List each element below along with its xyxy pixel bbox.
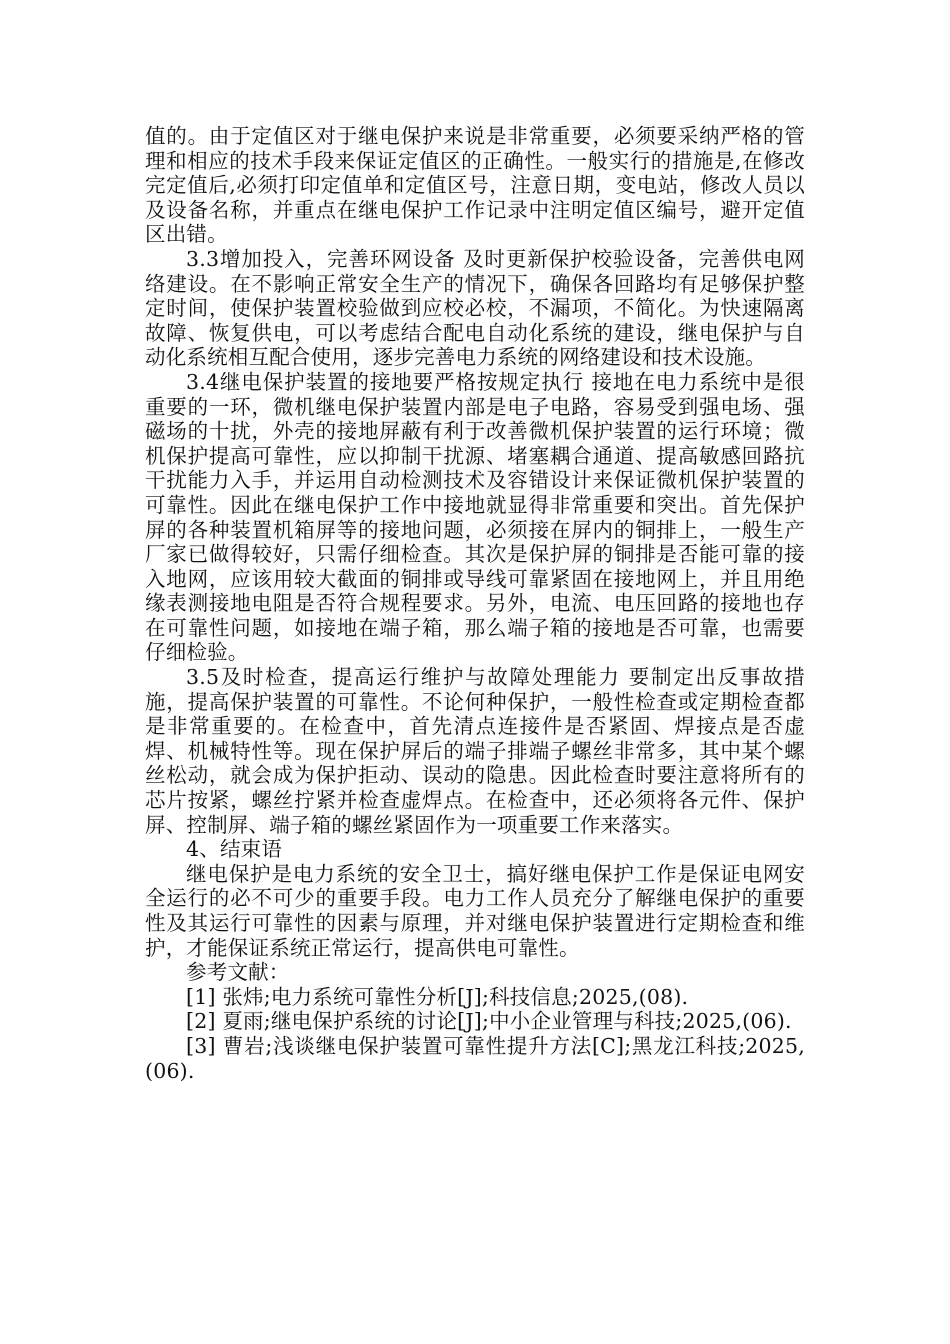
reference-item-3: [3] 曹岩;浅谈继电保护装置可靠性提升方法[C];黑龙江科技;2025,(06). [145, 1033, 805, 1083]
paragraph-3-4: 3.4继电保护装置的接地要严格按规定执行 接地在电力系统中是很重要的一环，微机继电保护装置内部是电子电路，容易受到强电场、强磁场的十扰，外壳的接地屏蔽有利于改善微机保护装置的运行环境；微机保护提高可靠性，应以抑制干扰源、堵塞耦合通道、提高敏感回路抗干扰能力入手，并运用自动检测技术及容错设计来保证微机保护装置的可靠性。因此在继电保护工作中接地就显得非常重要和突出。首先保护屏的各种装置机箱屏等的接地问题，必须接在屏内的铜排上，一般生产厂家已做得较好，只需仔细检查。其次是保护屏的铜排是否能可靠的接入地网，应该用较大截面的铜排或导线可靠紧固在接地网上，并且用绝缘表测接地电阻是否符合规程要求。另外，电流、电压回路的接地也存在可靠性问题，如接地在端子箱，那么端子箱的接地是否可靠，也需要仔细检验。 [145, 369, 805, 665]
document-body [145, 124, 805, 1083]
paragraph-3-5: 3.5及时检查，提高运行维护与故障处理能力 要制定出反事故措施，提高保护装置的可靠性。不论何种保护，一般性检查或定期检查都是非常重要的。在检查中，首先清点连接件是否紧固、焊接点是否虚焊、机械特性等。现在保护屏后的端子排端子螺丝非常多，其中某个螺丝松动，就会成为保护拒动、误动的隐患。因此检查时要注意将所有的芯片按紧，螺丝拧紧并检查虚焊点。在检查中，还必须将各元件、保护屏、控制屏、端子箱的螺丝紧固作为一项重要工作来落实。 [145, 665, 805, 837]
paragraph-continuation: 值的。由于定值区对于继电保护来说是非常重要，必须要采纳严格的管理和相应的技术手段来保证定值区的正确性。一般实行的措施是,在修改完定值后,必须打印定值单和定值区号，注意日期，变电站，修改人员以及设备名称，并重点在继电保护工作记录中注明定值区编号，避开定值区出错。 [145, 124, 805, 247]
section-heading-conclusion: 4、结束语 [186, 837, 283, 862]
paragraph-3-3: 3.3增加投入，完善环网设备 及时更新保护校验设备，完善供电网络建设。在不影响正常安全生产的情况下，确保各回路均有足够保护整定时间，使保护装置校验做到应校必校，不漏项，不简化。为快速隔离故障、恢复供电，可以考虑结合配电自动化系统的建设，继电保护与自动化系统相互配合使用，逐步完善电力系统的网络建设和技术设施。 [145, 246, 805, 370]
reference-item-2: [2] 夏雨;继电保护系统的讨论[J];中小企业管理与科技;2025,(06). [186, 1009, 792, 1034]
paragraph-conclusion: 继电保护是电力系统的安全卫士，搞好继电保护工作是保证电网安全运行的必不可少的重要手段。电力工作人员充分了解继电保护的重要性及其运行可靠性的因素与原理，并对继电保护装置进行定期检查和维护，才能保证系统正常运行，提高供电可靠性。 [145, 861, 805, 960]
references-heading: 参考文献： [186, 960, 290, 985]
reference-item-1: [1] 张炜;电力系统可靠性分析[J];科技信息;2025,(08). [186, 984, 689, 1009]
